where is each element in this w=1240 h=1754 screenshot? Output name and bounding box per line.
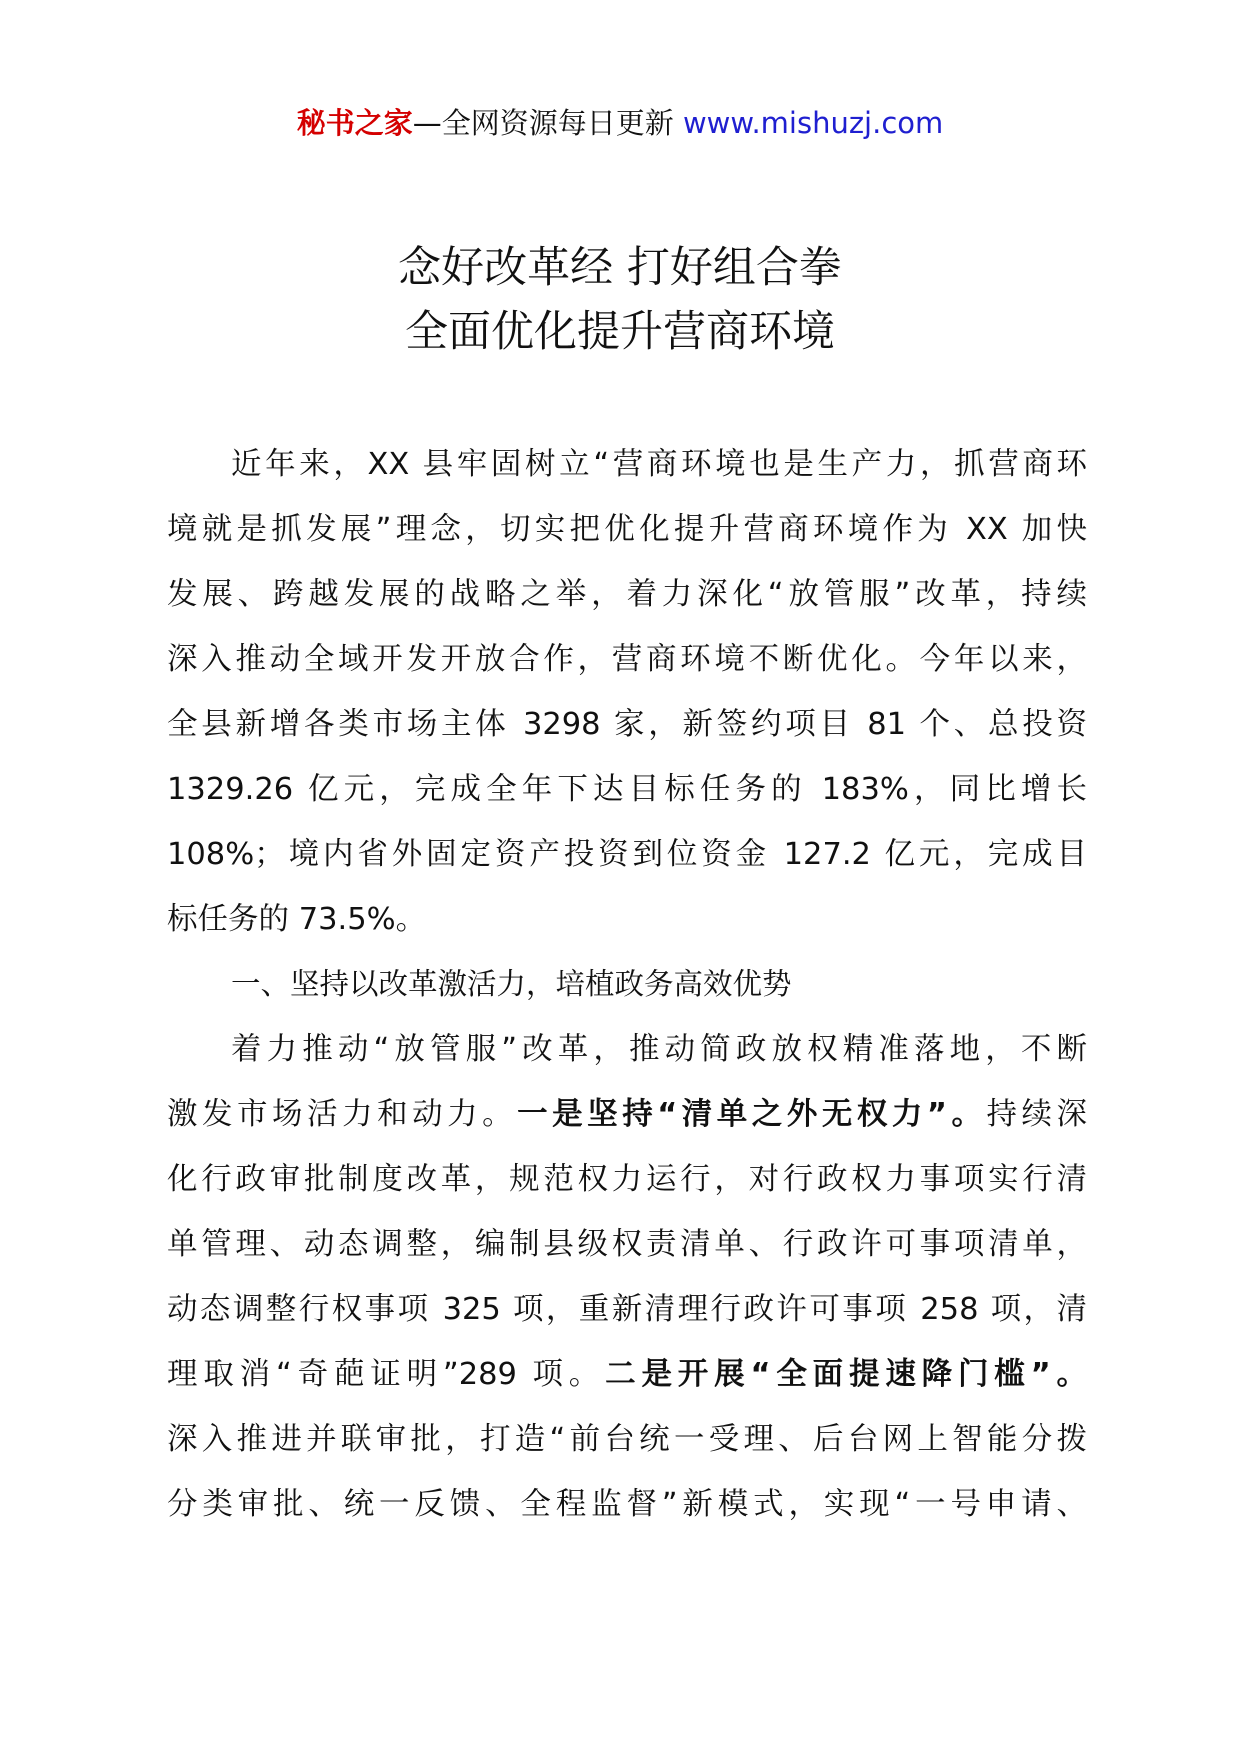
para1-line: 标任务的 73.5%。 [167, 902, 427, 937]
para2-bold-point-1: 一是坚持“清单之外无权力”。 [517, 1097, 987, 1132]
header-tagline: —全网资源每日更新 [412, 106, 674, 140]
para1-line: 全县新增各类市场主体 3298 家，新签约项目 81 个、总投资 [167, 707, 1087, 742]
para2-line: 单管理、动态调整，编制县级权责清单、行政许可事项清单， [167, 1227, 1087, 1262]
site-url-link[interactable]: www.mishuzj.com [682, 106, 944, 140]
para1-line: 发展、跨越发展的战略之举，着力深化“放管服”改革，持续 [167, 577, 1087, 612]
document-title-line-2: 全面优化提升营商环境 [405, 307, 835, 357]
para1-line: 近年来，XX 县牢固树立“营商环境也是生产力，抓营商环 [231, 447, 1087, 482]
para2-line: 着力推动“放管服”改革，推动简政放权精准落地，不断 [231, 1032, 1087, 1067]
para2-line: 化行政审批制度改革，规范权力运行，对行政权力事项实行清 [167, 1162, 1087, 1197]
para2-line: 深入推进并联审批，打造“前台统一受理、后台网上智能分拨 [167, 1422, 1087, 1457]
para2-line: 动态调整行权事项 325 项，重新清理行政许可事项 258 项，清 [167, 1292, 1087, 1327]
section-heading: 一、坚持以改革激活力，培植政务高效优势 [231, 967, 792, 1001]
para2-text: 激发市场活力和动力。 [167, 1097, 518, 1132]
para2-line [167, 1082, 1087, 1147]
para2-line [167, 1342, 1087, 1407]
document-title-line-1: 念好改革经 打好组合拳 [398, 243, 842, 293]
site-header [0, 101, 1240, 145]
para2-line: 分类审批、统一反馈、全程监督”新模式，实现“一号申请、 [167, 1487, 1087, 1522]
para1-line: 深入推动全域开发开放合作，营商环境不断优化。今年以来， [167, 642, 1087, 677]
para2-text: 理取消“奇葩证明”289 项。 [167, 1357, 606, 1392]
brand-name: 秘书之家 [296, 106, 413, 140]
para2-text: 持续深 [986, 1097, 1087, 1132]
document-body [167, 432, 1087, 1537]
para2-bold-point-2: 二是开展“全面提速降门槛”。 [605, 1357, 1088, 1392]
para1-line: 1329.26 亿元，完成全年下达目标任务的 183%，同比增长 [167, 772, 1087, 807]
para1-line: 108%；境内省外固定资产投资到位资金 127.2 亿元，完成目 [167, 837, 1087, 872]
para1-line: 境就是抓发展”理念，切实把优化提升营商环境作为 XX 加快 [167, 512, 1087, 547]
